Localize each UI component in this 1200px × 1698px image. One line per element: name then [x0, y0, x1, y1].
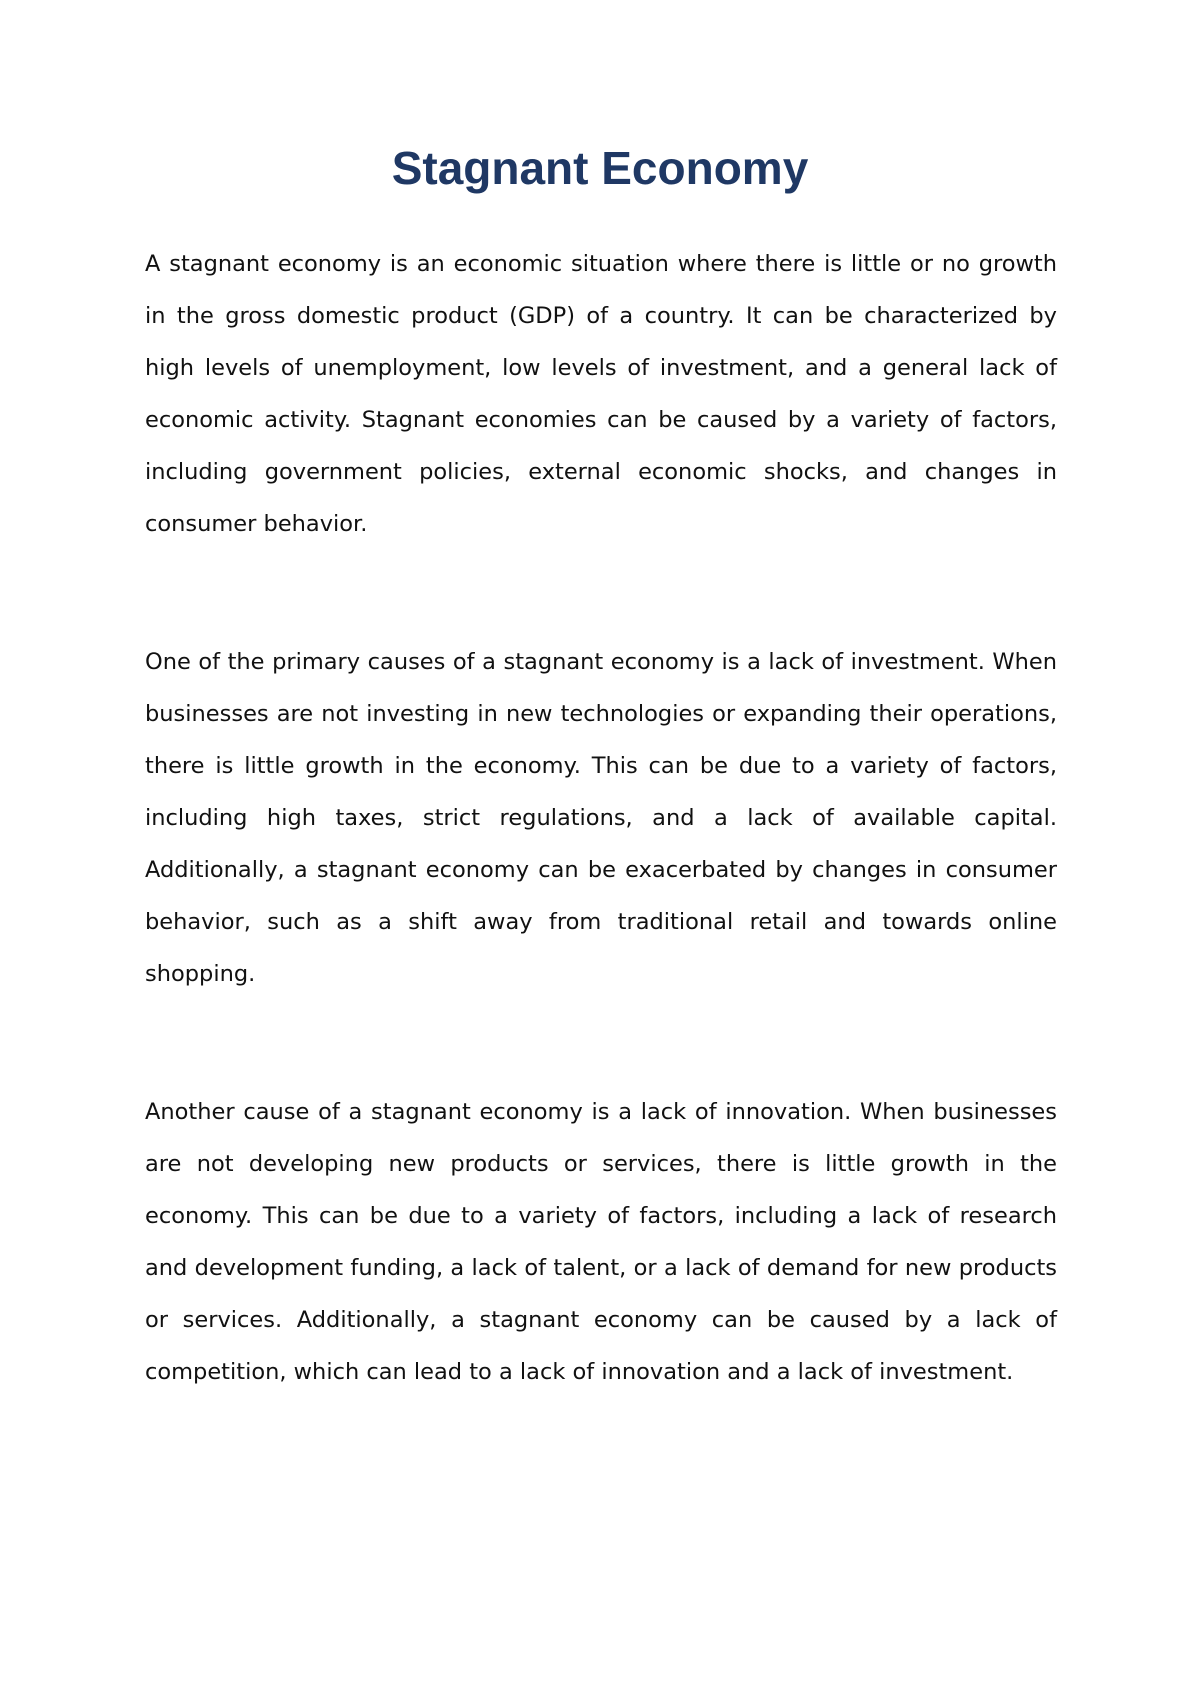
paragraph-3: Another cause of a stagnant economy is a lack of innovation. When businesses are not developing new products or services, there is little growth in the economy. This can be due to a variety of factors, including a lack of research and development funding, a lack of talent, or a lack of demand for new products or services. Additionally, a stagnant economy can be caused by a lack of competition, which can lead to a lack of innovation and a lack of investment.: [145, 1099, 1057, 1385]
paragraph-2: One of the primary causes of a stagnant economy is a lack of investment. When businesses are not investing in new technologies or expanding their operations, there is little growth in the economy. This can be due to a variety of factors, including high taxes, strict regulations, and a lack of available capital. Additionally, a stagnant economy can be exacerbated by changes in consumer behavior, such as a shift away from traditional retail and towards online shopping.: [145, 649, 1057, 987]
paragraph-1: A stagnant economy is an economic situation where there is little or no growth in the gross domestic product (GDP) of a country. It can be characterized by high levels of unemployment, low levels of investment, and a general lack of economic activity. Stagnant economies can be caused by a variety of factors, including government policies, external economic shocks, and changes in consumer behavior.: [145, 251, 1057, 537]
document-title: Stagnant Economy: [391, 142, 809, 194]
